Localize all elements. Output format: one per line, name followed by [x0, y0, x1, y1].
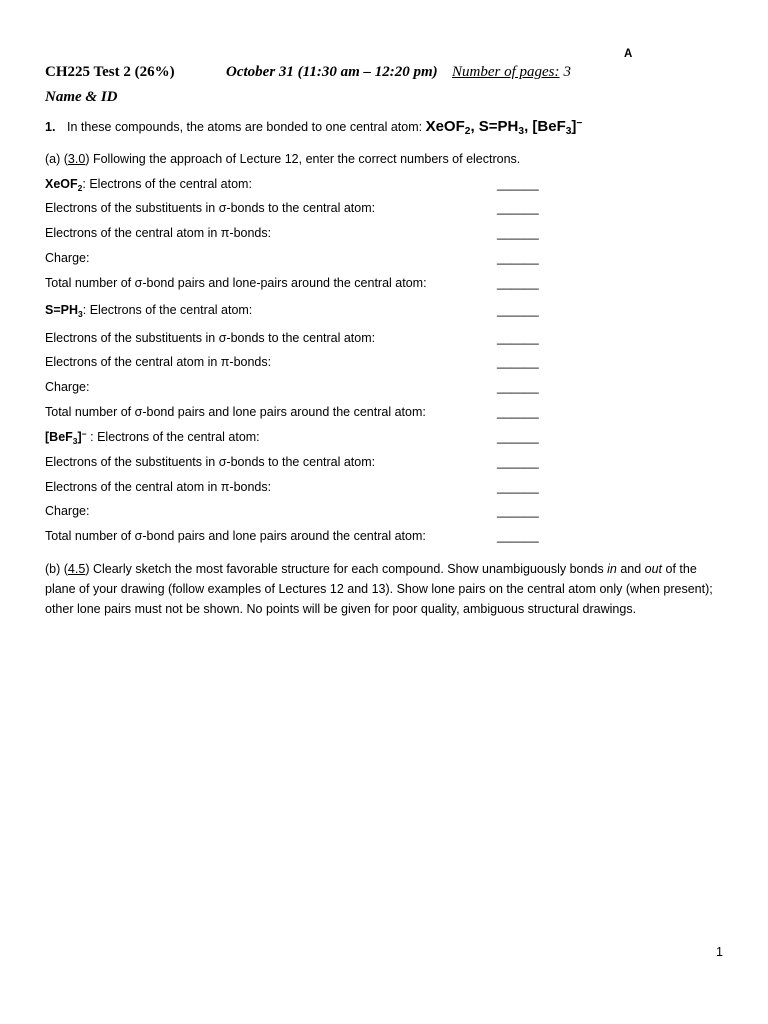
answer-blank: ______ [497, 504, 539, 518]
bef3-formula [45, 430, 87, 444]
sph3-central-electrons-row [45, 302, 545, 318]
row-label: Electrons of the central atom in π-bonds: [45, 355, 272, 369]
bef3-central-electrons-row [45, 429, 545, 445]
answer-blank: ______ [497, 303, 539, 317]
question-1-stem [67, 118, 582, 136]
row-label: Charge: [45, 251, 90, 265]
answer-blank: ______ [497, 529, 539, 543]
sph3-substituent-electrons-row [45, 330, 545, 346]
row-label: Electrons of the central atom in π-bonds: [45, 226, 272, 240]
bef3-pair-count-row [45, 528, 545, 544]
row-label: Charge: [45, 504, 90, 518]
row-label: Charge: [45, 380, 90, 394]
row-label: Electrons of the central atom: [97, 430, 260, 444]
page-count-label: Number of pages: [452, 64, 560, 80]
part-b-points: 4.5 [67, 562, 86, 576]
part-a-text: ) Following the approach of Lecture 12, enter the correct numbers of electrons. [85, 152, 521, 166]
xeof2-central-electrons-row [45, 176, 545, 192]
bef3-formula-close: ] [571, 118, 577, 135]
test-version-mark: A [624, 48, 633, 60]
answer-blank: ______ [497, 201, 539, 215]
xeof2-formula [45, 177, 82, 191]
compound-separator: , [470, 118, 479, 135]
compound-separator: , [524, 118, 533, 135]
question-1-text: In these compounds, the atoms are bonded to one central atom: [67, 120, 423, 134]
page-number: 1 [716, 945, 723, 959]
part-b-line-2: plane of your drawing (follow examples of Lectures 12 and 13). Show lone pairs on the central atom only (when present); [45, 582, 713, 596]
sph3-pi-electrons-row [45, 354, 545, 370]
part-b-line-1 [45, 559, 713, 579]
answer-blank: ______ [497, 331, 539, 345]
row-label: Electrons of the substituents in σ-bonds to the central atom: [45, 201, 376, 215]
formula-subscript: 3 [78, 308, 83, 319]
bef3-substituent-electrons-row [45, 454, 545, 470]
row-label: Electrons of the central atom: [89, 303, 253, 317]
bef3-formula-charge: − [576, 117, 583, 129]
sph3-charge-row [45, 379, 545, 395]
name-id-label: Name & ID [45, 89, 118, 105]
bef3-charge-row [45, 503, 545, 519]
bef3-formula-base: [BeF [532, 118, 566, 135]
formula-subscript: 3 [72, 435, 78, 446]
row-label: Electrons of the substituents in σ-bonds to the central atom: [45, 455, 376, 469]
part-a-prefix: (a) ( [45, 152, 68, 166]
answer-blank: ______ [497, 276, 539, 290]
answer-blank: ______ [497, 226, 539, 240]
part-b-emphasis-in: in [607, 562, 617, 576]
formula-separator: : [82, 177, 90, 191]
row-label: Total number of σ-bond pairs and lone pairs around the central atom: [45, 529, 426, 543]
page-count-value: 3 [563, 64, 571, 80]
xeof2-formula-subscript: 2 [464, 126, 471, 138]
row-label: Total number of σ-bond pairs and lone pairs around the central atom: [45, 405, 426, 419]
compound-list [425, 117, 583, 138]
answer-blank: ______ [497, 405, 539, 419]
formula-base: XeOF [45, 177, 78, 191]
answer-blank: ______ [497, 251, 539, 265]
formula-charge: − [81, 428, 87, 439]
xeof2-pair-count-row [45, 275, 545, 291]
formula-subscript: 2 [77, 182, 83, 193]
sph3-formula [45, 303, 83, 317]
sph3-formula-base: S=PH [478, 118, 519, 135]
part-a-points: 3.0 [67, 152, 86, 166]
part-b-text: of the [662, 562, 697, 576]
sph3-formula-subscript: 3 [518, 126, 525, 138]
row-label: Electrons of the central atom in π-bonds: [45, 480, 272, 494]
formula-close: ] [77, 430, 82, 444]
xeof2-formula-base: XeOF [425, 118, 465, 135]
question-1-number: 1. [45, 120, 56, 134]
page-count [452, 63, 571, 81]
bef3-pi-electrons-row [45, 479, 545, 495]
xeof2-charge-row [45, 250, 545, 266]
row-label: Total number of σ-bond pairs and lone-pairs around the central atom: [45, 276, 427, 290]
part-b-line-3: other lone pairs must not be shown. No points will be given for poor quality, ambiguous structural drawings. [45, 602, 637, 616]
part-b-text: ) Clearly sketch the most favorable structure for each compound. Show unambiguously bonds [85, 562, 608, 576]
answer-blank: ______ [497, 455, 539, 469]
part-b-prefix: (b) ( [45, 562, 68, 576]
formula-base: S=PH [45, 303, 79, 317]
sph3-pair-count-row [45, 404, 545, 420]
test-date-time: October 31 (11:30 am – 12:20 pm) [226, 64, 438, 80]
part-b-emphasis-out: out [644, 562, 663, 576]
part-b-instruction [45, 559, 713, 619]
formula-separator: : [82, 303, 90, 317]
row-label: Electrons of the substituents in σ-bonds to the central atom: [45, 331, 376, 345]
answer-blank: ______ [497, 380, 539, 394]
xeof2-substituent-electrons-row [45, 200, 545, 216]
answer-blank: ______ [497, 480, 539, 494]
xeof2-pi-electrons-row [45, 225, 545, 241]
test-title: CH225 Test 2 (26%) [45, 64, 175, 80]
answer-blank: ______ [497, 355, 539, 369]
bef3-formula-subscript: 3 [565, 126, 572, 138]
answer-blank: ______ [497, 177, 539, 191]
part-b-text: and [616, 562, 645, 576]
formula-base: [BeF [45, 430, 73, 444]
formula-separator: : [86, 430, 98, 444]
part-a-instruction [45, 151, 520, 167]
row-label: Electrons of the central atom: [89, 177, 252, 191]
answer-blank: ______ [497, 430, 539, 444]
